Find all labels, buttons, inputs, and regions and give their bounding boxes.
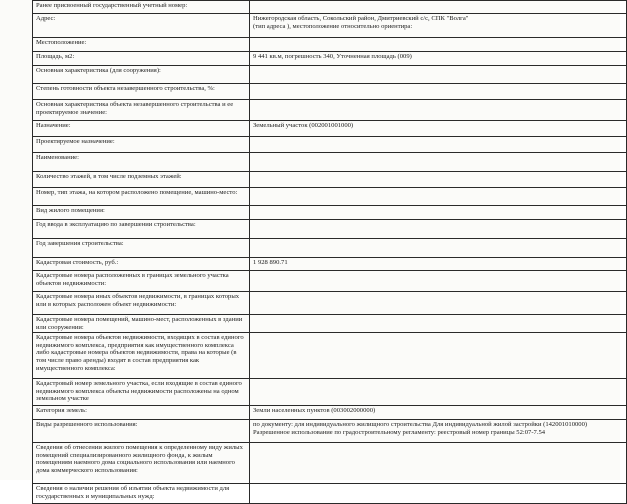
field-value-line: 9 441 кв.м, погрешность 340, Уточненная площадь (009) [253,53,412,60]
field-value-line: Земельный участок (002001001000) [253,122,354,129]
table-row [33,137,627,153]
field-value [250,121,627,137]
field-value [250,14,627,38]
field-label: Кадастровая стоимость, руб.: [33,258,250,271]
field-label: Кадастровые номера помещений, машино-мест, расположенных в здании или сооружении: [33,315,250,333]
field-label: Местоположение: [33,38,250,52]
table-row [33,84,627,100]
field-label: Виды разрешенного использования: [33,420,250,443]
table-row [33,258,627,271]
field-value-line: Нижегородская область, Сокольский район, Дмитриевский с/с, СПК "Волга" [253,15,469,22]
table-row [33,153,627,172]
table-row [33,443,627,484]
table-row [33,52,627,66]
field-label: Степень готовности объекта незавершенного строительства, %: [33,84,250,100]
field-value [250,292,627,315]
field-label: Количество этажей, в том числе подземных этажей: [33,172,250,188]
field-value [250,100,627,121]
field-label: Категория земель: [33,406,250,420]
field-value [250,206,627,220]
table-row [33,220,627,239]
field-value [250,38,627,52]
field-label: Кадастровые номера иных объектов недвижимости, в границах которых или в которых расположен объект недвижимости: [33,292,250,315]
field-label: Основная характеристика объекта незавершенного строительства и ее проектируемое значение: [33,100,250,121]
field-label: Наименование: [33,153,250,172]
field-value [250,137,627,153]
field-value [250,1,627,14]
field-value [250,172,627,188]
field-value [250,84,627,100]
table-row [33,1,627,14]
field-label: Кадастровые номера расположенных в границах земельного участка объектов недвижимости: [33,271,250,292]
table-row [33,188,627,206]
field-value-line: 1 928 890.71 [253,259,288,266]
table-row [33,239,627,258]
field-value-line: по документу: для индивидуального жилищного строительства Для индивидуальной жилой застройки (142001010000) [253,421,588,429]
field-value [250,220,627,239]
field-label: Назначение: [33,121,250,137]
field-value [250,271,627,292]
field-value [250,258,627,271]
field-label: Год завершения строительства: [33,239,250,258]
table-row [33,66,627,84]
field-label: Ранее присвоенный государственный учетный номер: [33,1,250,14]
field-value [250,420,627,443]
field-value [250,52,627,66]
field-label: Вид жилого помещения: [33,206,250,220]
table-row [33,406,627,420]
field-value [250,484,627,504]
table-row [33,100,627,121]
table-row [33,206,627,220]
table-row [33,121,627,137]
property-info-table [32,0,627,504]
table-row [33,420,627,443]
table-row [33,271,627,292]
field-value [250,406,627,420]
field-value [250,333,627,379]
field-label: Проектируемое назначение: [33,137,250,153]
field-value-line: Земли населенных пунктов (003002000000) [253,407,376,415]
field-value [250,315,627,333]
field-label: Кадастровый номер земельного участка, если входящие в состав единого недвижимого комплекса объекты недвижимости расположены на одном земельном участке [33,379,250,406]
table-row [33,292,627,315]
field-label: Площадь, м2: [33,52,250,66]
field-value [250,153,627,172]
table-row [33,379,627,406]
field-value [250,66,627,84]
table-row [33,315,627,333]
field-label: Номер, тип этажа, на котором расположено помещение, машино-место: [33,188,250,206]
field-label: Сведения о наличии решения об изъятии объекта недвижимости для государственных и муниципальных нужд: [33,484,250,504]
field-value-line: (тип адреса ), местоположение относительно ориентира: [253,22,413,30]
field-value [250,239,627,258]
table-row [33,14,627,38]
table-row [33,484,627,504]
field-value [250,379,627,406]
field-value-line: Разрешенное использование по градостроительному регламенту: реестровый номер границы 52:07-7.54 [253,428,546,436]
table-row [33,172,627,188]
field-label: Кадастровые номера объектов недвижимости, входящих в состав единого недвижимого комплекса, предприятия как имущественного комплекса либо кадастровые номера объектов недвижимости, права на которые (в том числе право аренды) входят в состав предприятия как имущественного комплекса: [33,333,250,379]
field-label: Основная характеристика (для сооружения): [33,66,250,84]
field-value [250,188,627,206]
field-label: Адрес: [33,14,250,38]
field-value [250,443,627,484]
field-label: Сведения об отнесении жилого помещения к определенному виду жилых помещений специализированного жилищного фонда, к жилым помещениям наемного дома социального использования или наемного дома коммерческого использования: [33,443,250,484]
table-row [33,333,627,379]
field-label: Год ввода в эксплуатацию по завершении строительства: [33,220,250,239]
table-row [33,38,627,52]
